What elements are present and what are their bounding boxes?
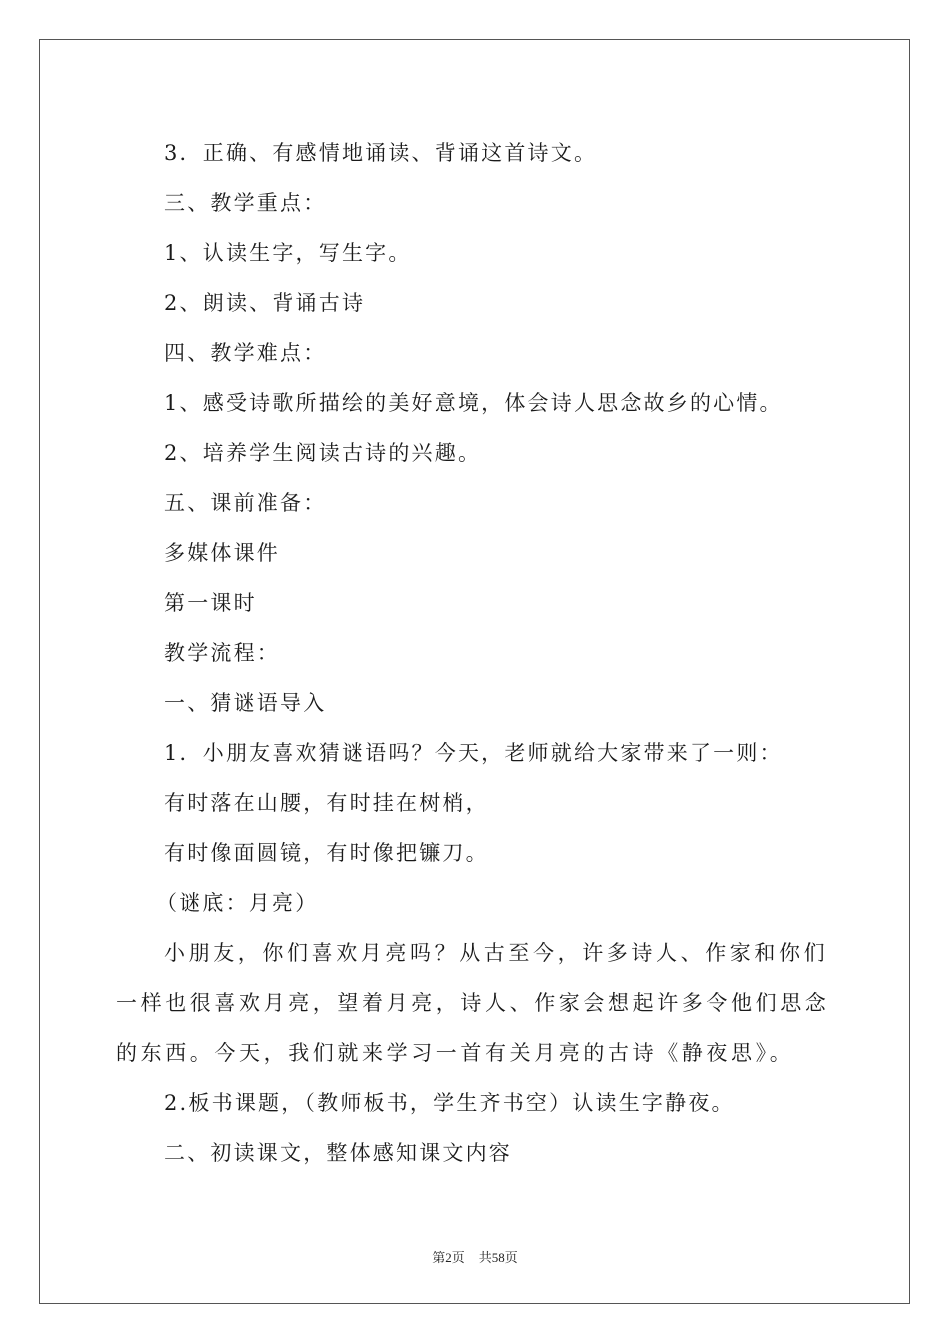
text-line: 1、感受诗歌所描绘的美好意境，体会诗人思念故乡的心情。 <box>164 391 783 415</box>
text-line: 多媒体课件 <box>164 541 280 565</box>
text-line: 第一课时 <box>164 591 257 615</box>
page-number: 第2页 <box>432 1250 465 1265</box>
page-footer <box>0 1247 950 1266</box>
text-line: 1、认读生字，写生字。 <box>164 241 412 265</box>
text-line: 2、朗读、背诵古诗 <box>164 291 366 315</box>
riddle-line: 有时像面圆镜，有时像把镰刀。 <box>164 841 489 865</box>
riddle-line: 有时落在山腰，有时挂在树梢， <box>164 791 489 815</box>
riddle-answer: （谜底：月亮） <box>156 891 319 915</box>
text-line: 1．小朋友喜欢猜谜语吗？今天，老师就给大家带来了一则： <box>164 741 783 765</box>
section-heading: 一、猜谜语导入 <box>164 691 327 715</box>
body-paragraph: 小朋友，你们喜欢月亮吗？从古至今，许多诗人、作家和你们一样也很喜欢月亮，望着月亮，诗人、作家会想起许多令他们思念的东西。今天，我们就来学习一首有关月亮的古诗《静夜思》。 <box>116 941 830 1065</box>
section-heading: 二、初读课文，整体感知课文内容 <box>164 1141 512 1165</box>
text-line: 教学流程： <box>164 641 280 665</box>
text-line: 3．正确、有感情地诵读、背诵这首诗文。 <box>164 141 598 165</box>
section-heading: 三、教学重点： <box>164 191 327 215</box>
text-line: 2、培养学生阅读古诗的兴趣。 <box>164 441 482 465</box>
page-total: 共58页 <box>478 1250 518 1265</box>
section-heading: 五、课前准备： <box>164 491 327 515</box>
section-heading: 四、教学难点： <box>164 341 327 365</box>
document-body <box>116 128 836 1178</box>
text-line: 2.板书课题，（教师板书，学生齐书空）认读生字静夜。 <box>164 1091 735 1115</box>
